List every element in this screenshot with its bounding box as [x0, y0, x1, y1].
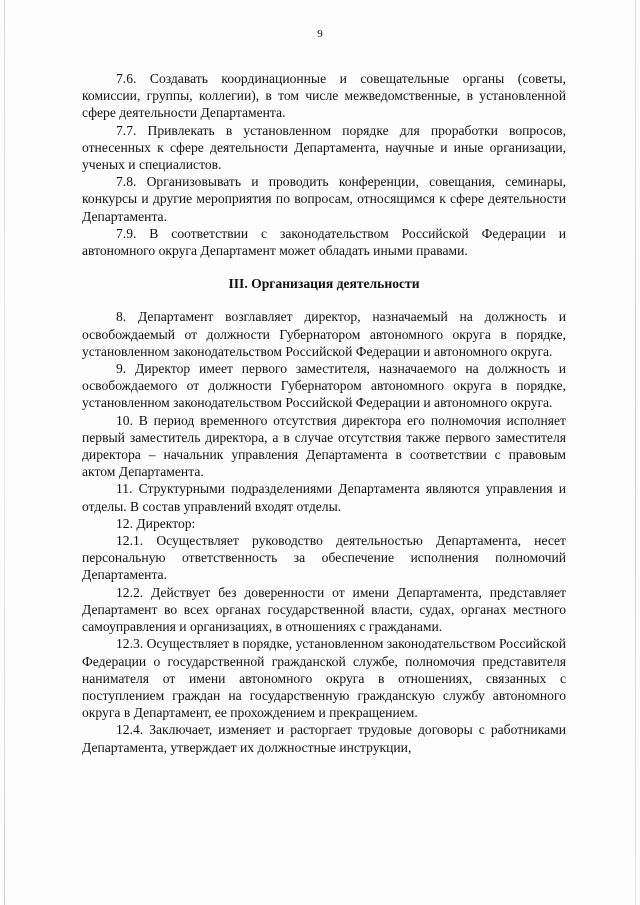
document-body	[82, 70, 566, 756]
scan-edge-left	[4, 0, 5, 905]
paragraph-8: 8. Департамент возглавляет директор, назначаемый на должность и освобождаемый от должности Губернатором автономного округа в порядке, установленном законодательством Российской Федерации и автономного округа.	[82, 309, 566, 359]
page-number: 9	[317, 28, 323, 40]
paragraph-12-2: 12.2. Действует без доверенности от имени Департамента, представляет Департамент во всех органах государственной власти, судах, органах местного самоуправления и организациях, в отношениях с гражданами.	[82, 584, 566, 635]
paragraph-7-9: 7.9. В соответствии с законодательством Российской Федерации и автономного округа Департамент может обладать иными правами.	[82, 225, 566, 259]
paragraph-11: 11. Структурными подразделениями Департамента являются управления и отделы. В состав управлений входят отделы.	[82, 481, 566, 514]
paragraph-12-3: 12.3. Осуществляет в порядке, установленном законодательством Российской Федерации о государственной гражданской службе, полномочия представителя нанимателя от имени автономного округа в отношениях, связанных с поступлением граждан на государственную гражданскую службу автономного округа в Департамент, ее прохождением и прекращением.	[82, 636, 566, 721]
paragraph-12: 12. Директор:	[116, 515, 196, 531]
section-heading: III. Организация деятельности	[228, 276, 420, 292]
paragraph-9: 9. Директор имеет первого заместителя, назначаемого на должность и освобождаемого от должности Губернатором автономного округа в порядке, установленном законодательством Российской Федерации и автономного округа.	[82, 361, 566, 411]
paragraph-7-6: 7.6. Создавать координационные и совещательные органы (советы, комиссии, группы, коллегии), в том числе межведомственные, в установленной сфере деятельности Департамента.	[82, 71, 566, 121]
paragraph-12-4: 12.4. Заключает, изменяет и расторгает трудовые договоры с работниками Департамента, утверждает их должностные инструкции,	[82, 722, 566, 755]
paragraph-10: 10. В период временного отсутствия директора его полномочия исполняет первый заместитель директора, а в случае отсутствия также первого заместителя директора – начальник управления Департамента в соответствии с правовым актом Департамента.	[82, 412, 566, 480]
scan-edge-right	[635, 0, 636, 905]
paragraph-12-1: 12.1. Осуществляет руководство деятельностью Департамента, несет персональную ответственность за обеспечение исполнения полномочий Департамента.	[82, 533, 566, 583]
paragraph-7-8: 7.8. Организовывать и проводить конференции, совещания, семинары, конкурсы и другие мероприятия по вопросам, относящимся к сфере деятельности Департамента.	[82, 174, 566, 224]
paragraph-7-7: 7.7. Привлекать в установленном порядке для проработки вопросов, отнесенных к сфере деятельности Департамента, научные и иные организации, ученых и специалистов.	[82, 122, 566, 173]
